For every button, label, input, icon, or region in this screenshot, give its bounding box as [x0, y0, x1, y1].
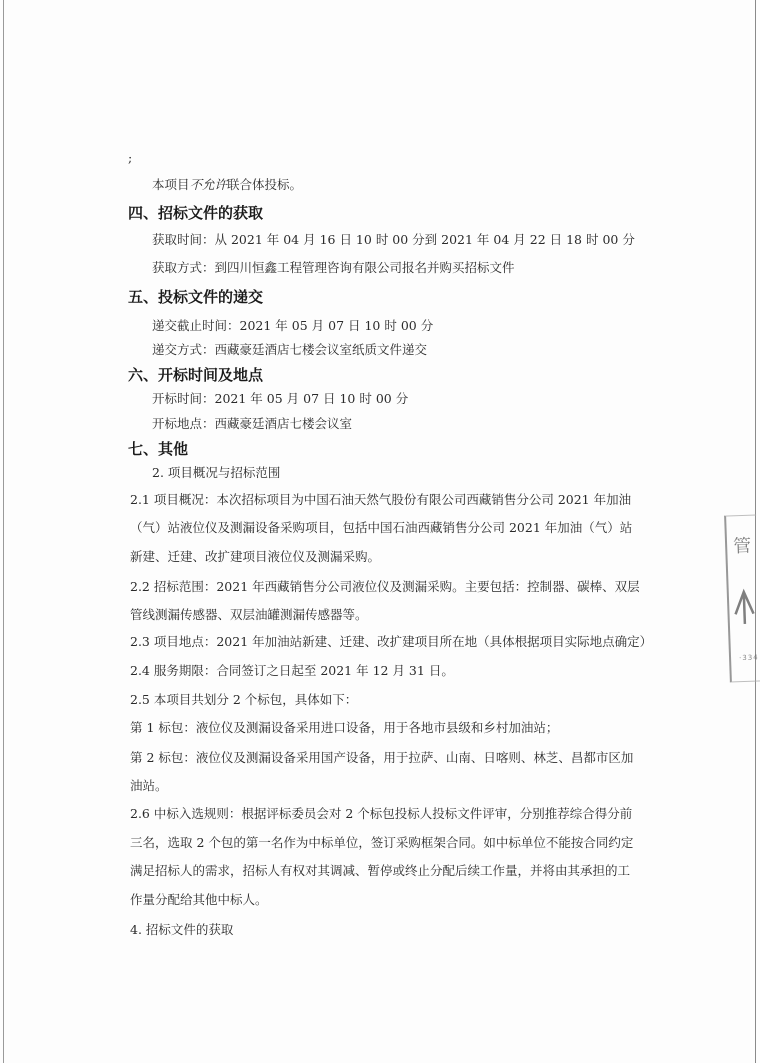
stamp-digits: ·334 [738, 653, 759, 663]
p23-line: 2.3 项目地点：2021 年加油站新建、迁建、改扩建项目所在地（具体根据项目实际地点确定） [130, 634, 653, 649]
section-5-heading: 五、投标文件的递交 [128, 288, 264, 306]
p26-line-4: 作量分配给其他中标人。 [130, 892, 268, 907]
p26-line-2: 三名，选取 2 个包的第一名作为中标单位，签订采购框架合同。如中标单位不能按合同约定 [130, 835, 634, 850]
section-6-time: 开标时间：2021 年 05 月 07 日 10 时 00 分 [152, 391, 409, 406]
p26-line-3: 满足招标人的需求，招标人有权对其调减、暂停或终止分配后续工作量，并将由其承担的工 [130, 863, 631, 878]
joint-bid-before: 本项目 [152, 177, 190, 192]
p24-line: 2.4 服务期限：合同签订之日起至 2021 年 12 月 31 日。 [130, 663, 454, 678]
p21-line-3: 新建、迁建、改扩建项目液位仪及测漏采购。 [130, 549, 381, 564]
p25-line: 2.5 本项目共划分 2 个标包，具体如下： [130, 692, 358, 707]
section-7-subtitle: 2. 项目概况与招标范围 [152, 465, 281, 480]
joint-bid-note [152, 177, 302, 193]
section-5-method: 递交方式：西藏豪廷酒店七楼会议室纸质文件递交 [152, 342, 428, 357]
section-4-heading: 四、招标文件的获取 [128, 204, 264, 222]
stamp-character: 管 [732, 535, 752, 558]
section-5-deadline: 递交截止时间：2021 年 05 月 07 日 10 时 00 分 [152, 318, 434, 333]
p22-line-1: 2.2 招标范围：2021 年西藏销售分公司液位仪及测漏采购。主要包括：控制器、碳棒、双层 [130, 579, 640, 594]
section-6-heading: 六、开标时间及地点 [128, 366, 264, 384]
lot-1-line: 第 1 标包：液位仪及测漏设备采用进口设备，用于各地市县级和乡村加油站； [130, 720, 559, 735]
lot-2-line-2: 油站。 [130, 778, 168, 793]
p4-line: 4. 招标文件的获取 [130, 922, 234, 937]
p21-line-2: （气）站液位仪及测漏设备采购项目，包括中国石油西藏销售分公司 2021 年加油（气）站 [130, 520, 633, 535]
lot-2-line-1: 第 2 标包：液位仪及测漏设备采用国产设备，用于拉萨、山南、日喀则、林芝、昌都市区加 [130, 750, 634, 765]
stamp-mark-icon [733, 586, 756, 627]
stray-semicolon: ; [128, 150, 133, 165]
joint-bid-after: 联合体投标。 [227, 177, 303, 192]
p26-line-1: 2.6 中标入选规则：根据评标委员会对 2 个标包投标人投标文件评审，分别推荐综合得分前 [130, 806, 633, 821]
partial-stamp [724, 514, 760, 682]
section-6-place: 开标地点：西藏豪廷酒店七楼会议室 [152, 416, 353, 431]
section-4-method: 获取方式：到四川恒鑫工程管理咨询有限公司报名并购买招标文件 [152, 260, 515, 275]
p21-line-1: 2.1 项目概况：本次招标项目为中国石油天然气股份有限公司西藏销售分公司 2021 年加油 [130, 492, 632, 507]
joint-bid-italic: 不允许 [189, 177, 228, 192]
p22-line-2: 管线测漏传感器、双层油罐测漏传感器等。 [130, 607, 368, 622]
section-4-time: 获取时间：从 2021 年 04 月 16 日 10 时 00 分到 2021 年 04 月 22 日 18 时 00 分 [152, 232, 635, 247]
scan-left-edge [3, 0, 4, 1063]
section-7-heading: 七、其他 [128, 440, 189, 458]
